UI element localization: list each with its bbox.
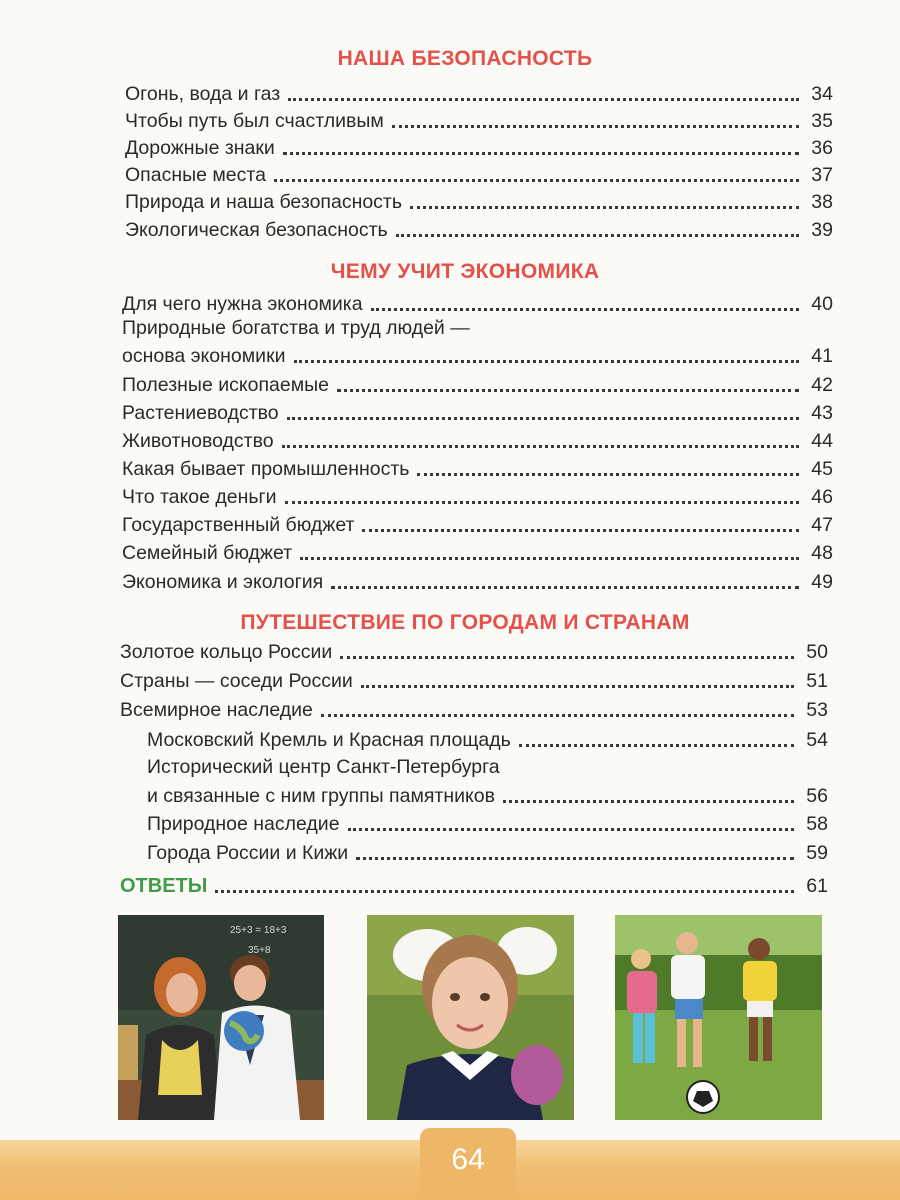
toc-entry[interactable] [120,667,828,693]
toc-entry-page: 45 [811,458,833,480]
toc-entry[interactable] [125,107,833,133]
toc-entry-page: 39 [811,219,833,241]
dot-leader [274,179,799,182]
dot-leader [331,586,799,589]
dot-leader [410,206,799,209]
toc-entry[interactable] [122,427,833,453]
toc-entry-title-line1: Исторический центр Санкт-Петербурга [147,756,500,778]
dot-leader [294,360,800,363]
toc-entry-page: 43 [811,402,833,424]
toc-entry-title: Государственный бюджет [122,514,355,536]
toc-entry[interactable] [122,342,833,368]
dot-leader [356,857,794,860]
toc-entry-title: Что такое деньги [122,486,277,508]
svg-text:35+8: 35+8 [248,945,271,956]
toc-entry[interactable] [120,638,828,664]
section-heading-economics: ЧЕМУ УЧИТ ЭКОНОМИКА [330,260,600,283]
toc-entry-title: Для чего нужна экономика [122,293,363,315]
toc-entry-page: 50 [806,641,828,663]
toc-entry[interactable] [147,726,828,752]
toc-entry-title: основа экономики [122,345,286,367]
toc-entry-title: Какая бывает промышленность [122,458,410,480]
toc-entry[interactable] [122,290,833,316]
toc-entry-title: Природное наследие [147,813,340,835]
toc-entry-title-line1: Природные богатства и труд людей — [122,317,470,339]
dot-leader [215,890,794,893]
toc-entry[interactable] [147,782,828,808]
dot-leader [392,125,799,128]
toc-entry-page: 38 [811,191,833,213]
toc-entry[interactable] [122,568,833,594]
toc-entry-answers[interactable] [120,872,828,898]
dot-leader [362,529,799,532]
toc-entry[interactable] [122,399,833,425]
dot-leader [287,417,799,420]
photo-teacher-and-boy-with-globe [118,915,324,1120]
toc-entry-title: Страны — соседи России [120,670,353,692]
toc-entry-page: 40 [811,293,833,315]
dot-leader [337,389,799,392]
toc-entry-page: 44 [811,430,833,452]
toc-entry[interactable] [125,161,833,187]
dot-leader [371,308,799,311]
toc-entry-page: 56 [806,785,828,807]
toc-entry-title: Растениеводство [122,402,279,424]
dot-leader [285,501,799,504]
dot-leader [340,656,794,659]
toc-entry[interactable] [147,810,828,836]
answers-title: ОТВЕТЫ [120,875,208,897]
toc-entry[interactable] [125,134,833,160]
dot-leader [396,234,799,237]
toc-entry-page: 54 [806,729,828,751]
toc-entry-page: 58 [806,813,828,835]
toc-entry-title: Семейный бюджет [122,542,293,564]
toc-entry-title: Опасные места [125,164,266,186]
toc-entry-page: 47 [811,514,833,536]
toc-entry-page: 49 [811,571,833,593]
section-heading-safety: НАША БЕЗОПАСНОСТЬ [337,47,593,70]
photo-schoolgirl-with-white-bows [367,915,574,1120]
toc-entry-title: Экономика и экология [122,571,324,593]
toc-entry[interactable] [125,80,833,106]
toc-entry-title: Природа и наша безопасность [125,191,403,213]
toc-entry-page: 59 [806,842,828,864]
toc-entry-title: Московский Кремль и Красная площадь [147,729,511,751]
toc-entry-title: Дорожные знаки [125,137,275,159]
toc-entry[interactable] [120,696,828,722]
page-number: 64 [420,1128,516,1200]
toc-entry-page: 41 [811,345,833,367]
toc-entry[interactable] [125,216,833,242]
dot-leader [361,685,794,688]
dot-leader [348,828,794,831]
toc-entry[interactable] [122,455,833,481]
dot-leader [519,744,794,747]
dot-leader [321,714,794,717]
toc-entry-title: Экологическая безопасность [125,219,388,241]
toc-entry-page: 53 [806,699,828,721]
answers-page: 61 [806,875,828,897]
toc-entry-page: 46 [811,486,833,508]
dot-leader [282,445,799,448]
toc-entry-page: 37 [811,164,833,186]
toc-entry-title: Чтобы путь был счастливым [125,110,384,132]
dot-leader [300,557,799,560]
toc-entry-page: 51 [806,670,828,692]
toc-entry-title: Полезные ископаемые [122,374,329,396]
toc-entry-title: Золотое кольцо России [120,641,333,663]
toc-entry-page: 48 [811,542,833,564]
toc-entry[interactable] [147,839,828,865]
toc-entry-page: 42 [811,374,833,396]
toc-entry[interactable] [125,188,833,214]
dot-leader [503,800,794,803]
toc-entry-page: 36 [811,137,833,159]
toc-entry[interactable] [122,371,833,397]
toc-entry-title: Всемирное наследие [120,699,313,721]
toc-entry-page: 34 [811,83,833,105]
toc-entry[interactable] [122,483,833,509]
toc-entry[interactable] [122,539,833,565]
toc-entry-title: Огонь, вода и газ [125,83,281,105]
toc-entry[interactable] [122,511,833,537]
photo-children-playing-football [615,915,822,1120]
dot-leader [288,98,799,101]
dot-leader [283,152,799,155]
dot-leader [417,473,799,476]
toc-entry-page: 35 [811,110,833,132]
svg-text:25+3 = 18+3: 25+3 = 18+3 [230,925,287,936]
toc-entry-title: Города России и Кижи [147,842,349,864]
toc-entry-title: и связанные с ним группы памятников [147,785,495,807]
section-heading-travel: ПУТЕШЕСТВИЕ ПО ГОРОДАМ И СТРАНАМ [240,611,690,634]
toc-entry-title: Животноводство [122,430,274,452]
